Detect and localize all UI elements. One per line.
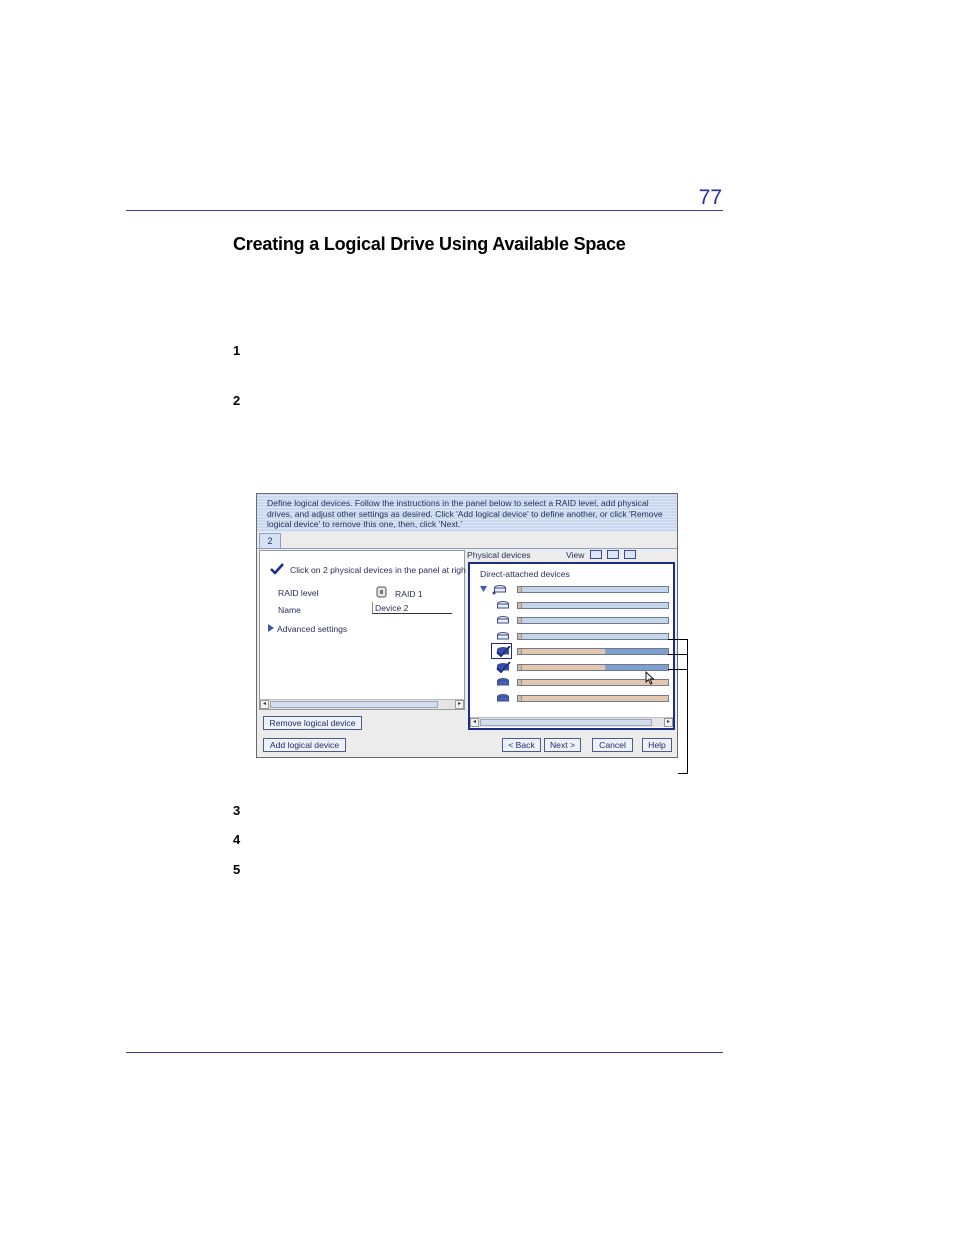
bar-cap: [518, 634, 522, 639]
callout-line: [687, 639, 688, 774]
capacity-bar[interactable]: [517, 648, 669, 655]
used-space-segment: [518, 649, 605, 654]
scroll-left-icon[interactable]: ◂: [260, 700, 269, 709]
bar-cap: [518, 649, 522, 654]
step-number: 4: [233, 832, 241, 847]
capacity-bar[interactable]: [517, 664, 669, 671]
bar-cap: [518, 680, 522, 685]
disk-selected-icon[interactable]: [495, 662, 511, 673]
callout-line: [668, 669, 688, 670]
tab-divider: [257, 548, 677, 549]
capacity-bar[interactable]: [517, 617, 669, 624]
section-heading: Creating a Logical Drive Using Available Space: [233, 234, 626, 254]
physical-devices-panel: [468, 562, 675, 730]
used-space-segment: [518, 665, 605, 670]
raid-icon: [376, 586, 387, 598]
view-enclosure-icon[interactable]: [590, 550, 602, 559]
disk-used-icon[interactable]: [495, 693, 511, 704]
bar-cap: [518, 665, 522, 670]
step-number: 3: [233, 803, 241, 818]
disk-used-icon[interactable]: [495, 677, 511, 688]
footer-rule: [126, 1052, 723, 1053]
callout-line: [678, 773, 688, 774]
collapse-arrow-icon[interactable]: [480, 586, 487, 592]
mouse-cursor-icon: [645, 671, 655, 685]
logical-device-panel: [259, 550, 465, 710]
step-number: 1: [233, 343, 241, 358]
disk-icon[interactable]: [495, 631, 511, 642]
next-button[interactable]: Next >: [544, 738, 581, 752]
scroll-right-icon[interactable]: ▸: [664, 718, 673, 727]
raid-level-value[interactable]: RAID 1: [395, 589, 423, 599]
add-logical-device-button[interactable]: Add logical device: [263, 738, 346, 752]
selection-highlight: [491, 643, 512, 659]
name-field[interactable]: Device 2: [372, 602, 452, 614]
used-space-segment: [518, 696, 668, 701]
bar-cap: [518, 618, 522, 623]
step-number: 5: [233, 862, 241, 877]
advanced-settings-link[interactable]: Advanced settings: [277, 624, 348, 634]
wizard-window: [256, 493, 678, 758]
expand-arrow-icon[interactable]: [268, 624, 274, 632]
capacity-bar[interactable]: [517, 695, 669, 702]
checkmark-icon: [270, 563, 284, 575]
right-horizontal-scrollbar[interactable]: [470, 717, 673, 727]
scroll-right-icon[interactable]: ▸: [455, 700, 464, 709]
help-button[interactable]: Help: [642, 738, 672, 752]
capacity-bar[interactable]: [517, 586, 669, 593]
tab-logical-device-2[interactable]: 2: [259, 533, 281, 549]
scroll-left-icon[interactable]: ◂: [470, 718, 479, 727]
cancel-button[interactable]: Cancel: [592, 738, 633, 752]
bar-cap: [518, 587, 522, 592]
step-number: 2: [233, 393, 241, 408]
back-button[interactable]: < Back: [502, 738, 541, 752]
callout-line: [668, 639, 688, 640]
view-toggle-group: [590, 550, 640, 560]
callout-line: [668, 654, 688, 655]
free-space-segment: [605, 665, 668, 670]
direct-attached-label: Direct-attached devices: [480, 569, 570, 579]
instruction-prompt: Click on 2 physical devices in the panel at righ: [290, 565, 466, 575]
header-rule: [126, 210, 723, 211]
scroll-thumb[interactable]: [270, 701, 438, 708]
disk-icon[interactable]: [495, 615, 511, 626]
capacity-bar[interactable]: [517, 633, 669, 640]
scroll-thumb[interactable]: [480, 719, 652, 726]
free-space-segment: [605, 649, 668, 654]
bar-cap: [518, 696, 522, 701]
remove-logical-device-button[interactable]: Remove logical device: [263, 716, 362, 730]
page-number: 77: [698, 186, 722, 209]
view-label: View: [566, 550, 585, 560]
view-list-icon[interactable]: [607, 550, 619, 559]
disk-icon[interactable]: [495, 600, 511, 611]
physical-devices-label: Physical devices: [467, 550, 531, 560]
view-detail-icon[interactable]: [624, 550, 636, 559]
bar-cap: [518, 603, 522, 608]
left-horizontal-scrollbar[interactable]: [260, 699, 464, 709]
instructions-text: Define logical devices. Follow the instructions in the panel below to select a RAID level, add physical drives, and adjust other settings as desired. Click 'Add logical device' to define another, or click 'Remove logical device' to remove this one, then, click 'Next.': [257, 494, 677, 532]
capacity-bar[interactable]: [517, 602, 669, 609]
controller-icon[interactable]: [492, 584, 508, 595]
raid-level-label: RAID level: [278, 588, 319, 598]
name-label: Name: [278, 605, 301, 615]
